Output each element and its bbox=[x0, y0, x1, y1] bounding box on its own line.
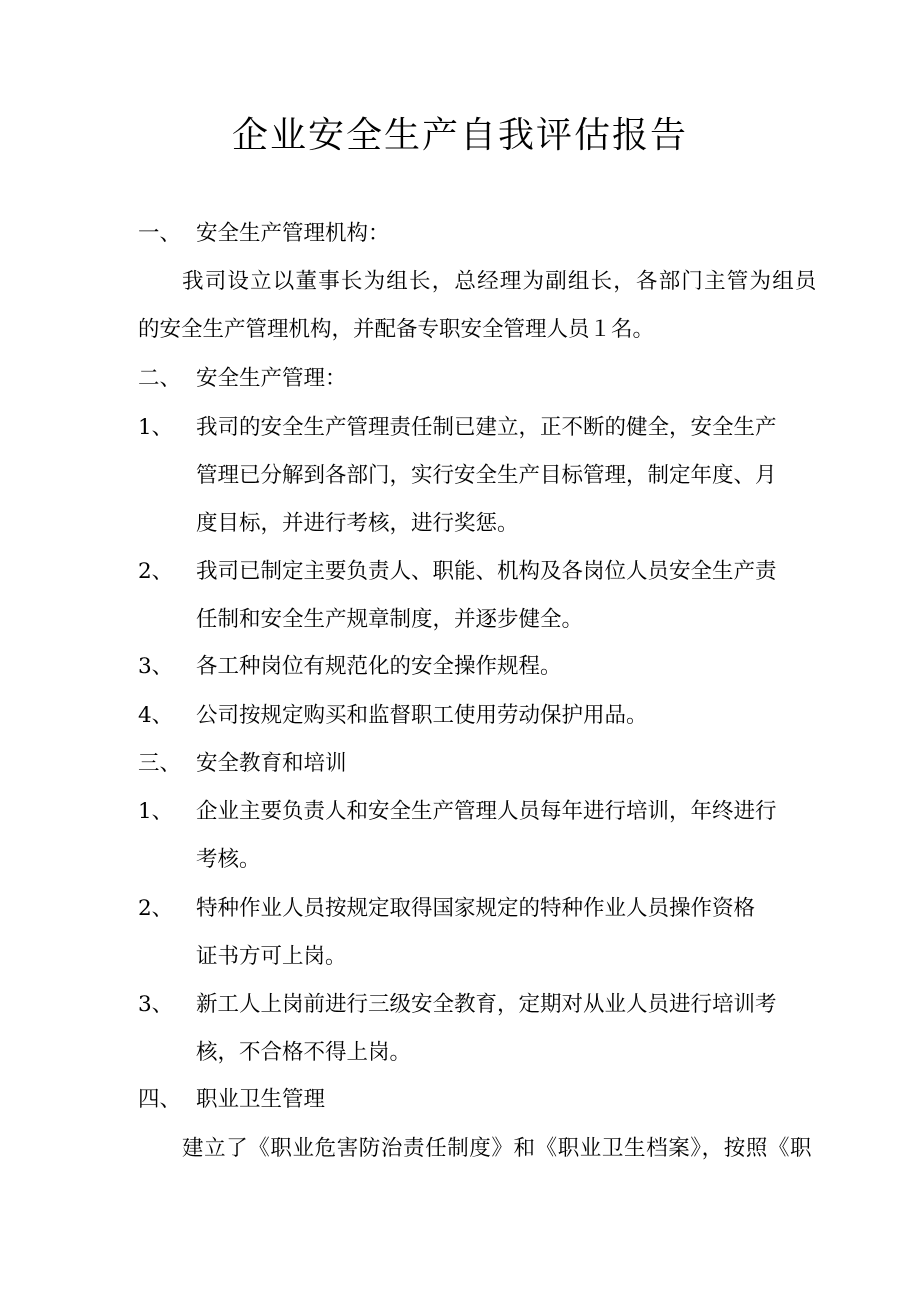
item-line: 核，不合格不得上岗。 bbox=[196, 1040, 412, 1065]
item-number: 3、 bbox=[138, 654, 174, 679]
item-number: 2、 bbox=[138, 896, 174, 921]
section-heading: 安全教育和培训 bbox=[196, 751, 347, 776]
item-line: 企业主要负责人和安全生产管理人员每年进行培训，年终进行 bbox=[196, 799, 777, 824]
section-number: 二、 bbox=[138, 366, 182, 391]
item-line: 考核。 bbox=[196, 847, 261, 872]
item-line: 特种作业人员按规定取得国家规定的特种作业人员操作资格 bbox=[196, 896, 756, 921]
item-number: 3、 bbox=[138, 992, 174, 1017]
item-line: 度目标，并进行考核，进行奖惩。 bbox=[196, 511, 519, 536]
section-heading: 安全生产管理机构： bbox=[196, 221, 390, 246]
paragraph-line: 我司设立以董事长为组长，总经理为副组长，各部门主管为组员 bbox=[182, 269, 818, 294]
item-line: 各工种岗位有规范化的安全操作规程。 bbox=[196, 654, 562, 679]
paragraph-line: 建立了《职业危害防治责任制度》和《职业卫生档案》，按照《职 bbox=[182, 1136, 813, 1161]
section-heading: 安全生产管理： bbox=[196, 366, 347, 391]
item-number: 1、 bbox=[138, 799, 174, 824]
item-line: 我司的安全生产管理责任制已建立，正不断的健全，安全生产 bbox=[196, 415, 777, 440]
item-line: 新工人上岗前进行三级安全教育，定期对从业人员进行培训考 bbox=[196, 992, 777, 1017]
paragraph-line: 的安全生产管理机构，并配备专职安全管理人员１名。 bbox=[138, 317, 655, 342]
item-line: 公司按规定购买和监督职工使用劳动保护用品。 bbox=[196, 703, 648, 728]
section-number: 三、 bbox=[138, 751, 182, 776]
item-line: 我司已制定主要负责人、职能、机构及各岗位人员安全生产责 bbox=[196, 559, 777, 584]
section-number: 一、 bbox=[138, 221, 182, 246]
item-line: 任制和安全生产规章制度，并逐步健全。 bbox=[196, 607, 584, 632]
item-number: 2、 bbox=[138, 559, 174, 584]
item-number: 1、 bbox=[138, 415, 174, 440]
item-number: 4、 bbox=[138, 703, 174, 728]
item-line: 管理已分解到各部门，实行安全生产目标管理，制定年度、月 bbox=[196, 463, 777, 488]
section-number: 四、 bbox=[138, 1087, 182, 1112]
page-title: 企业安全生产自我评估报告 bbox=[231, 115, 688, 156]
section-heading: 职业卫生管理 bbox=[196, 1087, 326, 1112]
item-line: 证书方可上岗。 bbox=[196, 944, 347, 969]
